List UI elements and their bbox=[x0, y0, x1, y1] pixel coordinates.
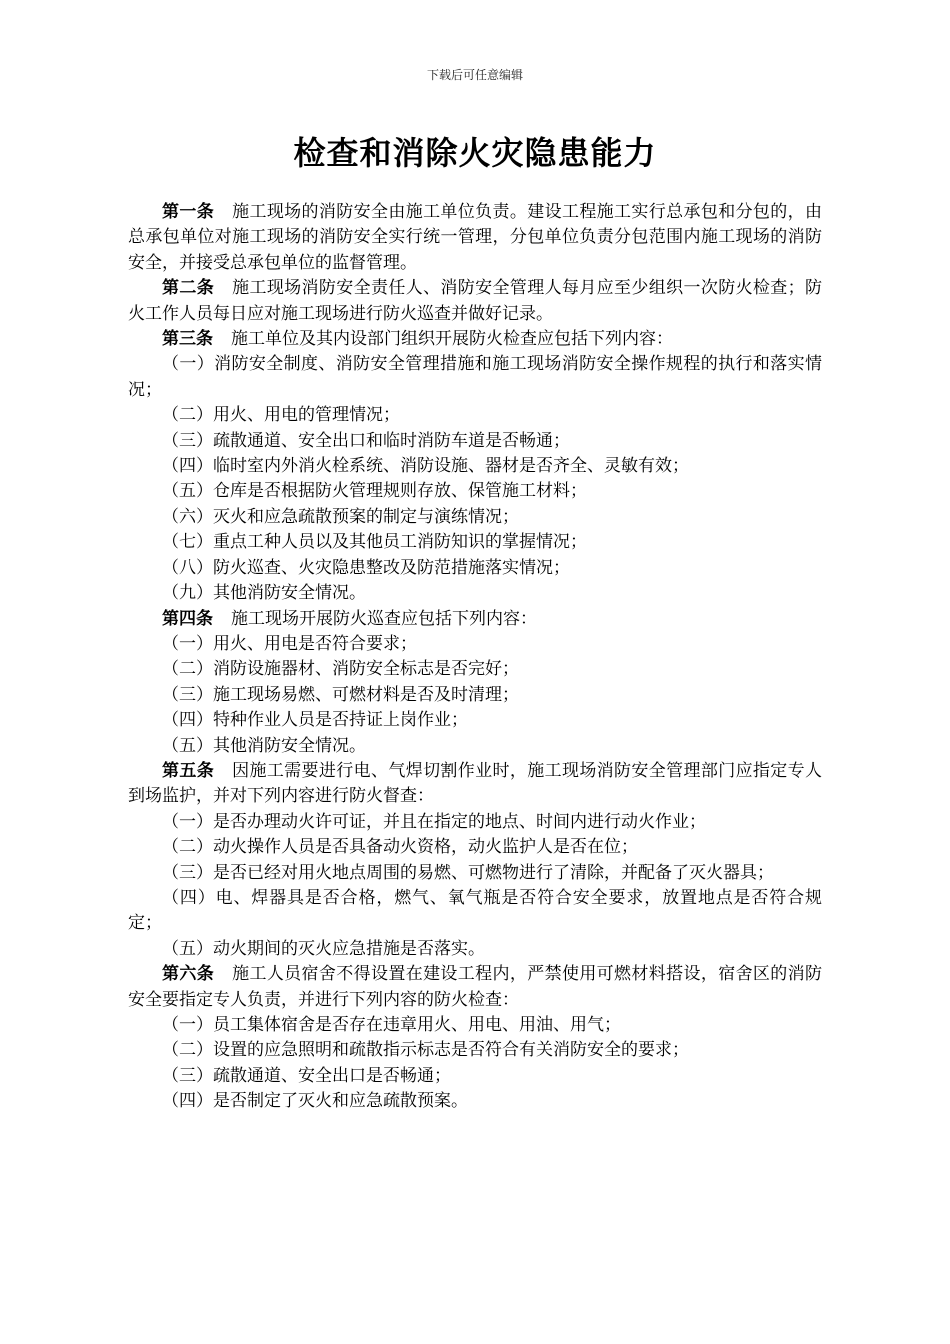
article-list-item: （五）仓库是否根据防火管理规则存放、保管施工材料； bbox=[162, 481, 587, 502]
article-heading: 第六条 bbox=[162, 964, 215, 985]
article-heading: 第五条 bbox=[162, 760, 215, 781]
article-paragraph bbox=[128, 607, 822, 632]
article-text: 施工人员宿舍不得设置在建设工程内，严禁使用可燃材料搭设，宿舍区的消防安全要指定专人负责，并进行下列内容的防火检查： bbox=[128, 964, 823, 1010]
page-title: 检查和消除火灾隐患能力 bbox=[293, 134, 657, 172]
article-list-item: （四）临时室内外消火栓系统、消防设施、器材是否齐全、灵敏有效； bbox=[162, 456, 689, 477]
article-list-item: （三）施工现场易燃、可燃材料是否及时清理； bbox=[162, 684, 519, 705]
article-heading: 第二条 bbox=[162, 278, 215, 299]
article-list-item: （一）消防安全制度、消防安全管理措施和施工现场消防安全操作规程的执行和落实情况； bbox=[128, 354, 822, 400]
article-heading: 第四条 bbox=[162, 608, 213, 629]
article-text: 施工现场消防安全责任人、消防安全管理人每月应至少组织一次防火检查；防火工作人员每日应对施工现场进行防火巡查并做好记录。 bbox=[128, 278, 823, 324]
article-paragraph bbox=[128, 962, 822, 1013]
article-paragraph bbox=[128, 327, 822, 352]
article-text: 施工现场的消防安全由施工单位负责。建设工程施工实行总承包和分包的，由总承包单位对施工现场的消防安全实行统一管理，分包单位负责分包范围内施工现场的消防安全，并接受总承包单位的监督管理。 bbox=[128, 202, 823, 273]
article-list-item: （八）防火巡查、火灾隐患整改及防范措施落实情况； bbox=[162, 557, 570, 578]
article-paragraph bbox=[128, 200, 822, 276]
article-list-item: （二）用火、用电的管理情况； bbox=[162, 405, 400, 426]
article-list-item: （一）是否办理动火许可证，并且在指定的地点、时间内进行动火作业； bbox=[162, 811, 706, 832]
article-list-item: （三）是否已经对用火地点周围的易燃、可燃物进行了清除，并配备了灭火器具； bbox=[162, 862, 774, 883]
article-paragraph bbox=[128, 276, 822, 327]
header-note: 下载后可任意编辑 bbox=[426, 68, 523, 82]
article-list-item: （九）其他消防安全情况。 bbox=[162, 583, 366, 604]
article-list-item: （二）设置的应急照明和疏散指示标志是否符合有关消防安全的要求； bbox=[162, 1040, 689, 1061]
article-text: 施工现场开展防火巡查应包括下列内容： bbox=[231, 608, 537, 629]
article-list-item: （二）动火操作人员是否具备动火资格，动火监护人是否在位； bbox=[162, 837, 638, 858]
article-list-item: （七）重点工种人员以及其他员工消防知识的掌握情况； bbox=[162, 532, 587, 553]
article-list-item: （五）其他消防安全情况。 bbox=[162, 735, 366, 756]
article-text: 施工单位及其内设部门组织开展防火检查应包括下列内容： bbox=[231, 329, 673, 350]
article-list-item: （一）员工集体宿舍是否存在违章用火、用电、用油、用气； bbox=[162, 1015, 621, 1035]
article-list-item: （三）疏散通道、安全出口和临时消防车道是否畅通； bbox=[162, 430, 570, 451]
article-list-item: （四）特种作业人员是否持证上岗作业； bbox=[162, 710, 468, 731]
article-list-item: （五）动火期间的灭火应急措施是否落实。 bbox=[162, 938, 485, 959]
article-list-item: （二）消防设施器材、消防安全标志是否完好； bbox=[162, 659, 519, 680]
article-text: 因施工需要进行电、气焊切割作业时，施工现场消防安全管理部门应指定专人到场监护，并对下列内容进行防火督查： bbox=[128, 760, 823, 807]
document-body bbox=[128, 200, 822, 1115]
article-list-item: （一）用火、用电是否符合要求； bbox=[162, 633, 417, 654]
article-list-item: （三）疏散通道、安全出口是否畅通； bbox=[162, 1065, 451, 1086]
article-heading: 第三条 bbox=[162, 329, 213, 350]
article-heading: 第一条 bbox=[162, 202, 215, 222]
article-list-item: （四）是否制定了灭火和应急疏散预案。 bbox=[162, 1091, 468, 1112]
article-list-item: （六）灭火和应急疏散预案的制定与演练情况； bbox=[162, 506, 519, 527]
article-paragraph bbox=[128, 759, 822, 810]
article-list-item: （四）电、焊器具是否合格，燃气、氧气瓶是否符合安全要求，放置地点是否符合规定； bbox=[128, 887, 822, 934]
